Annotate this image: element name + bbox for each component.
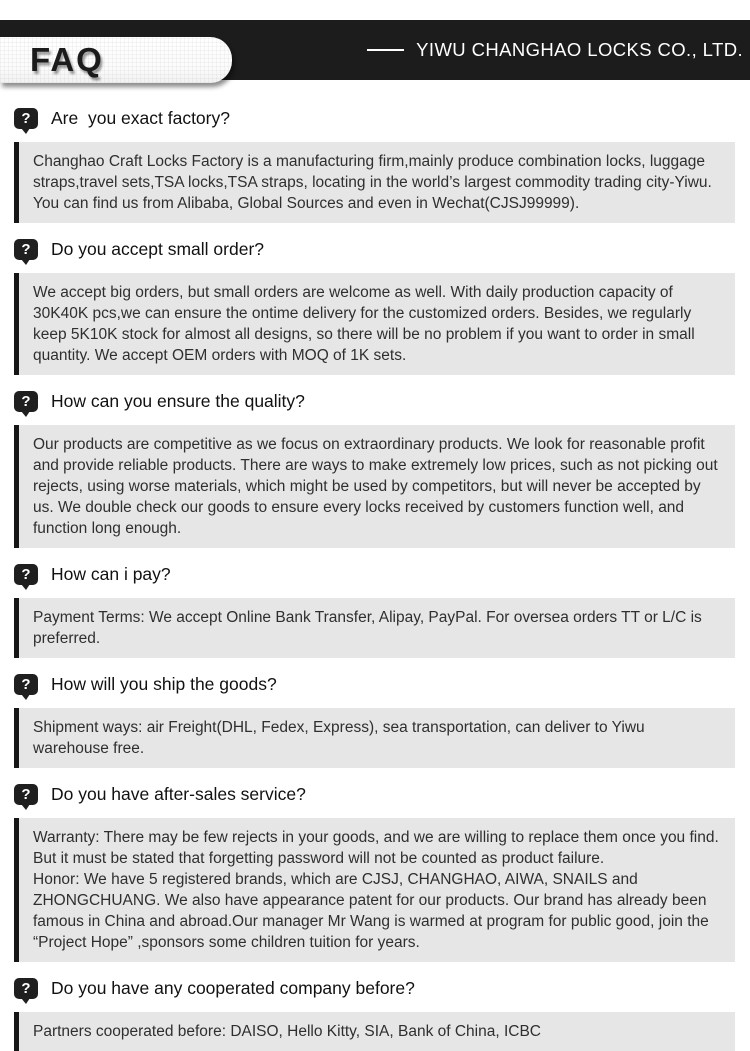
answer-box [14,425,735,548]
answer-paragraph: Shipment ways: air Freight(DHL, Fedex, Express), sea transportation, can deliver to Yiwu warehouse free. [33,719,645,757]
answer-box [14,1012,735,1051]
faq-section [14,105,735,223]
answer-paragraph: Partners cooperated before: DAISO, Hello Kitty, SIA, Bank of China, ICBC [33,1023,542,1040]
question-text: Are you exact factory? [51,107,230,128]
question-mark-glyph: ? [21,392,31,410]
question-text: Do you have any cooperated company before? [51,977,415,998]
question-mark-glyph: ? [21,240,31,258]
faq-ribbon [0,37,232,83]
question-text: Do you have after-sales service? [51,783,306,804]
question-row [14,388,735,414]
question-row [14,671,735,697]
faq-section [14,781,735,962]
question-row [14,781,735,807]
answer-paragraph: We accept big orders, but small orders are welcome as well. With daily production capacity of 30K40K pcs,we can ensure the ontime delivery for the customized orders. Besides, we regularly keep 5K10K stock for almost all designs, so there will be no problem if you want to order in small quantity. We accept OEM orders with MOQ of 1K sets. [33,284,695,364]
answer-paragraph: Our products are competitive as we focus on extraordinary products. We look for reasonable profit and provide reliable products. There are ways to make extremely low prices, such as not picking out rejects, using worse materials, which might be used by competitors, but will never be accepted by us. We double check our goods to ensure every locks received by customers function well, and function long enough. [33,436,718,537]
question-text: How can i pay? [51,563,171,584]
question-mark-glyph: ? [21,565,31,583]
answer-box [14,818,735,962]
question-mark-glyph: ? [21,109,31,127]
question-mark-glyph: ? [21,785,31,803]
answer-box [14,708,735,768]
faq-section [14,561,735,658]
answer-paragraph: Honor: We have 5 registered brands, which are CJSJ, CHANGHAO, AIWA, SNAILS and ZHONGCHUANG. We also have appearance patent for our products. Our brand has already been famous in China and abroad.Our manager Mr Wang is warmed at program for public good, join the “Project Hope” ,sponsors some children tuition for years. [33,871,709,951]
question-bubble-icon [14,978,38,999]
question-text: How will you ship the goods? [51,673,277,694]
question-row [14,105,735,131]
question-bubble-icon [14,674,38,695]
answer-box [14,598,735,658]
faq-section [14,388,735,548]
question-mark-glyph: ? [21,979,31,997]
header-bar [0,20,750,80]
answer-box [14,273,735,375]
question-bubble-icon [14,239,38,260]
faq-list [0,80,750,1051]
faq-section [14,671,735,768]
question-row [14,236,735,262]
question-text: Do you accept small order? [51,238,265,259]
faq-section [14,975,735,1051]
faq-section [14,236,735,375]
question-text: How can you ensure the quality? [51,390,305,411]
question-bubble-icon [14,391,38,412]
question-row [14,975,735,1001]
question-bubble-icon [14,784,38,805]
question-bubble-icon [14,564,38,585]
company-name: YIWU CHANGHAO LOCKS CO., LTD. [416,39,743,60]
dash-line-icon [367,49,404,51]
answer-box [14,142,735,223]
answer-paragraph: Warranty: There may be few rejects in your goods, and we are willing to replace them once you find. But it must be stated that forgetting password will not be counted as product failure. [33,829,719,867]
question-row [14,561,735,587]
top-whitespace [0,0,750,20]
page-title: FAQ [30,41,104,78]
answer-paragraph: Payment Terms: We accept Online Bank Transfer, Alipay, PayPal. For oversea orders TT or L/C is preferred. [33,609,702,647]
question-mark-glyph: ? [21,675,31,693]
company-name-line [367,20,743,80]
question-bubble-icon [14,108,38,129]
answer-paragraph: Changhao Craft Locks Factory is a manufacturing firm,mainly produce combination locks, luggage straps,travel sets,TSA locks,TSA straps, locating in the world’s largest commodity trading city-Yiwu. You can find us from Alibaba, Global Sources and even in Wechat(CJSJ99999). [33,153,712,212]
